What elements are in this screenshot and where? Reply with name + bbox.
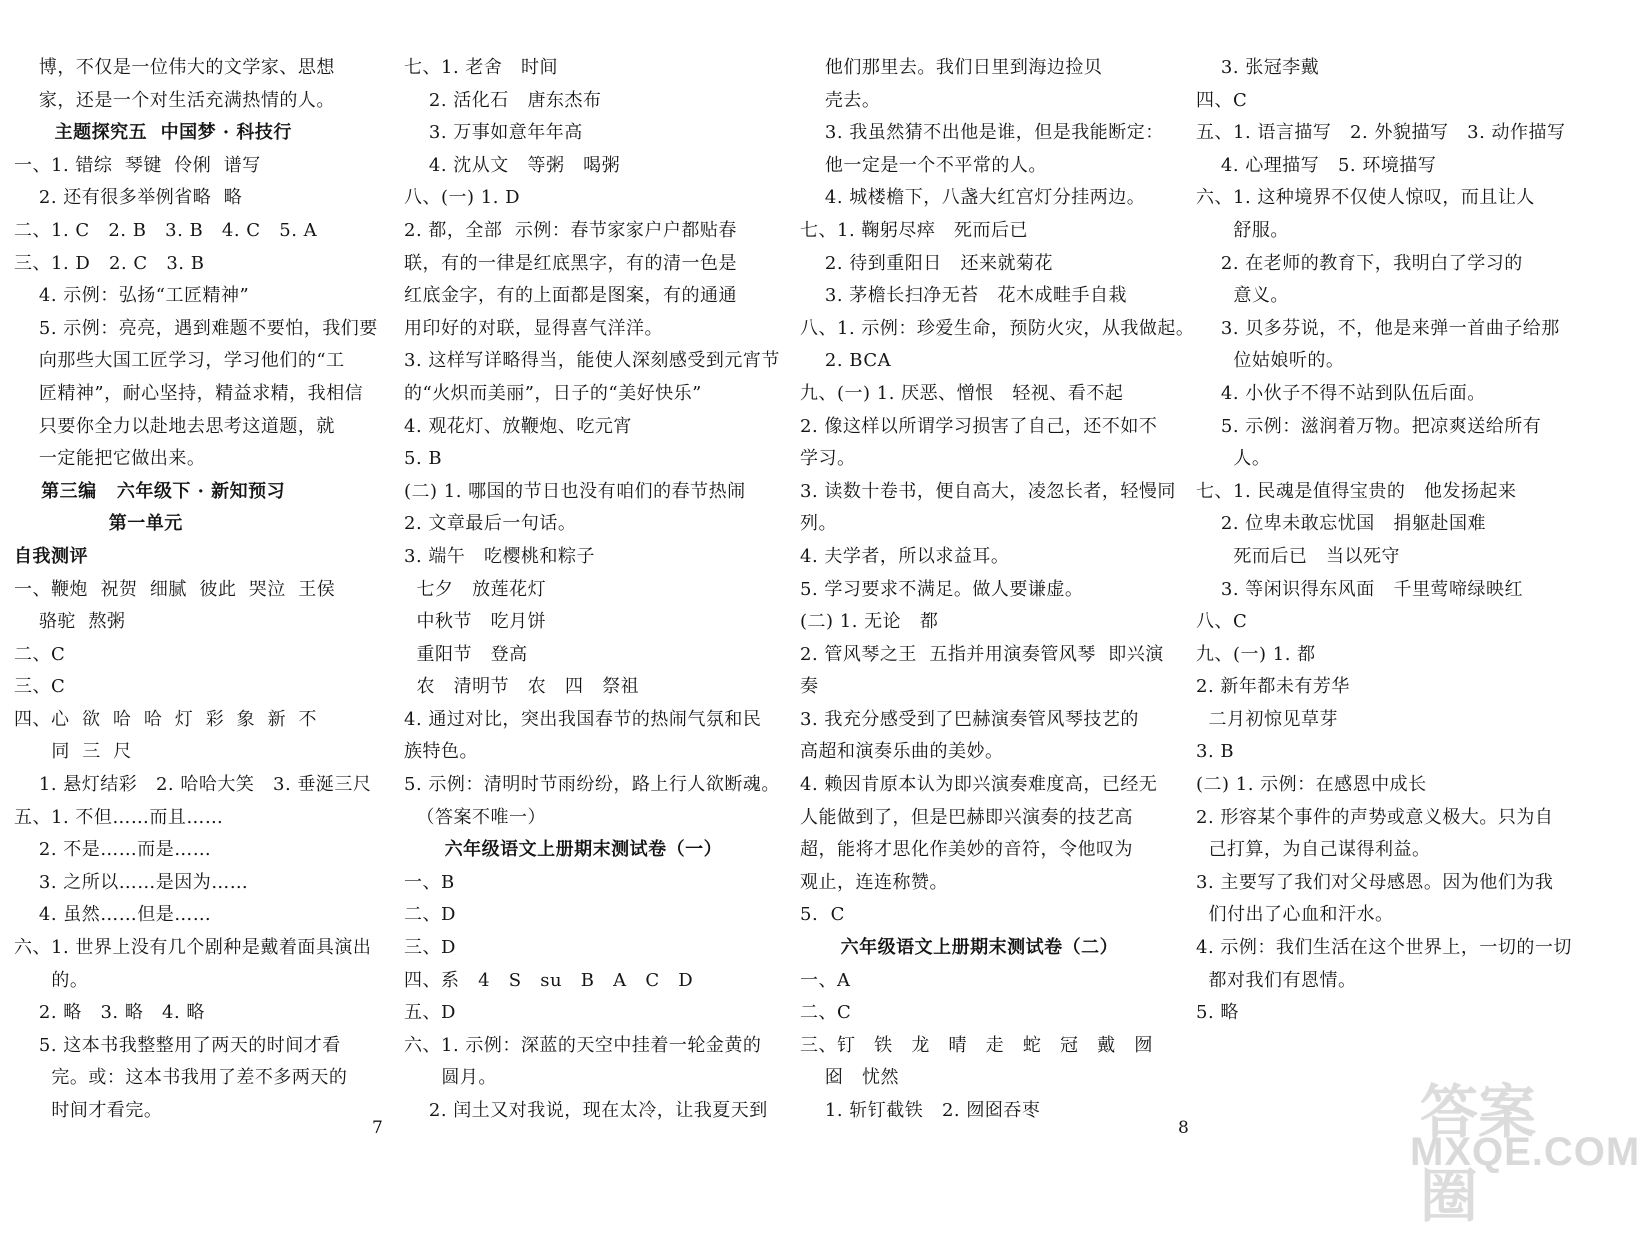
text-line: 九、(一) 1. 厌恶、憎恨 轻视、看不起 [800,382,1124,404]
text-line: 4. 通过对比，突出我国春节的热闹气氛和民 [404,708,762,730]
text-line: 4. 小伙子不得不站到队伍后面。 [1196,382,1486,404]
text-line: 2. 像这样以所谓学习损害了自己，还不如不 [800,415,1158,437]
text-line: 二、C [14,643,66,665]
text-line: 七、1. 老舍 时间 [404,57,559,78]
text-line: 族特色。 [404,741,478,763]
left-page [0,0,800,1184]
text-line: 2. 文章最后一句话。 [404,513,577,535]
text-line: 二、1. C 2. B 3. B 4. C 5. A [14,219,318,241]
text-line: 红底金字，有的上面都是图案，有的通通 [404,285,737,307]
text-line: 囵 忧然 [800,1067,900,1089]
text-line: 匠精神”，耐心坚持，精益求精，我相信 [14,382,364,404]
text-line: 2. BCA [800,350,892,372]
text-line: 五、1. 语言描写 2. 外貌描写 3. 动作描写 [1196,122,1566,144]
right-page [800,0,1600,1184]
text-line: 八、C [1196,611,1248,633]
text-line: 5. C [800,904,845,926]
text-line: 4. 示例：我们生活在这个世界上，一切的一切 [1196,937,1572,959]
text-line: 六、1. 这种境界不仅使人惊叹，而且让人 [1196,187,1535,209]
text-line: 3. 贝多芬说，不，他是来弹一首曲子给那 [1196,317,1560,339]
text-line: 人能做到了，但是巴赫即兴演奏的技艺高 [800,806,1133,828]
text-line: 5. 学习要求不满足。做人要谦虚。 [800,578,1084,600]
text-line: 2. 闰土又对我说，现在太冷，让我夏天到 [404,1100,768,1121]
text-line: 5. 这本书我整整用了两天的时间才看 [14,1034,341,1056]
text-line: 2. 在老师的教育下，我明白了学习的 [1196,252,1523,274]
text-line: 3. 端午 吃樱桃和粽子 [404,545,596,567]
text-line: 一、B [404,871,455,893]
text-line: 三、D [404,937,456,959]
text-line: 壳去。 [800,89,881,111]
text-line: 二月初惊见草芽 [1196,708,1338,730]
text-line: 六年级语文上册期末测试卷（二） [800,937,1119,959]
text-line: 四、心 欲 哈 哈 灯 彩 象 新 不 [14,708,318,730]
text-line: 五、1. 不但……而且…… [14,806,224,828]
text-line: 他一定是一个不平常的人。 [800,154,1047,176]
text-line: 1. 斩钉截铁 2. 囫囵吞枣 [800,1100,1041,1121]
text-line: 3. 这样写详略得当，能使人深刻感受到元宵节 [404,350,780,372]
text-line: 农 清明节 农 四 祭祖 [404,676,640,698]
watermark-site-text: MXQE.COM [1410,1130,1640,1174]
text-line: 3. 等闲识得东风面 千里莺啼绿映红 [1196,578,1523,600]
text-line: 一定能把它做出来。 [14,448,206,470]
text-line: 的“火炽而美丽”，日子的“美好快乐” [404,382,702,404]
text-line: 时间才看完。 [14,1100,163,1121]
text-line: 二、C [800,1002,852,1024]
text-line: 博，不仅是一位伟大的文学家、思想 [14,57,335,78]
text-line: (二) 1. 示例：在感恩中成长 [1196,774,1427,796]
text-line: 2. 管风琴之王 五指并用演奏管风琴 即兴演 [800,643,1164,665]
text-line: 骆驼 熬粥 [14,611,126,633]
right-column-2 [1196,52,1596,1030]
text-line: 3. 张冠李戴 [1196,57,1320,78]
text-line: 3. 之所以……是因为…… [14,871,249,893]
text-line: 只要你全力以赴地去思考这道题，就 [14,415,335,437]
text-line: 五、D [404,1002,456,1024]
text-line: 5. 示例：清明时节雨纷纷，路上行人欲断魂。 [404,774,780,796]
text-line: 3. 读数十卷书，便自高大，凌忽长者，轻慢同 [800,480,1176,502]
page-number-left: 7 [372,1118,383,1138]
text-line: 七、1. 鞠躬尽瘁 死而后已 [800,219,1029,241]
page-number-right: 8 [1178,1118,1189,1138]
text-line: 4. 城楼檐下，八盏大红宫灯分挂两边。 [800,187,1146,209]
text-line: 3. B [1196,741,1235,763]
text-line: 4. 观花灯、放鞭炮、吃元宵 [404,415,632,437]
text-line: 四、系 4 S su B A C D [404,969,694,991]
text-line: 七、1. 民魂是值得宝贵的 他发扬起来 [1196,480,1517,502]
text-line: 位姑娘听的。 [1196,350,1345,372]
text-line: 一、A [800,969,851,991]
text-line: 2. 还有很多举例省略 略 [14,187,243,209]
text-line: 5. B [404,448,443,470]
text-line: 的。 [14,969,89,991]
text-line: 超，能将才思化作美妙的音符，令他叹为 [800,839,1133,861]
text-line: 奏 [800,676,819,698]
text-line: 完。或：这本书我用了差不多两天的 [14,1067,348,1089]
text-line: 3. 茅檐长扫净无苔 花木成畦手自栽 [800,285,1127,307]
text-line: 六、1. 世界上没有几个剧种是戴着面具演出 [14,937,372,959]
text-line: 2. 位卑未敢忘忧国 捐躯赴国难 [1196,513,1486,535]
text-line: 5. 示例：亮亮，遇到难题不要怕，我们要 [14,317,378,339]
watermark-logo [1410,1065,1640,1230]
text-line: 2. 新年都未有芳华 [1196,676,1350,698]
text-line: 4. 虽然……但是…… [14,904,212,926]
text-line: 第一单元 [14,513,183,535]
text-line: 圆月。 [404,1067,497,1089]
text-line: 九、(一) 1. 都 [1196,643,1316,665]
left-column-1 [14,52,394,1128]
text-line: 一、鞭炮 祝贺 细腻 彼此 哭泣 王侯 [14,578,336,600]
text-line: 4. 赖因肯原本认为即兴演奏难度高，已经无 [800,774,1158,796]
text-line: 2. 待到重阳日 还来就菊花 [800,252,1053,274]
text-line: 列。 [800,513,837,535]
text-line: 八、1. 示例：珍爱生命，预防火灾，从我做起。 [800,317,1195,339]
text-line: (二) 1. 哪国的节日也没有咱们的春节热闹 [404,480,746,502]
text-line: 2. 形容某个事件的声势或意义极大。只为自 [1196,806,1554,828]
text-line: 三、钉 铁 龙 晴 走 蛇 冠 戴 囫 [800,1034,1153,1056]
text-line: 家，还是一个对生活充满热情的人。 [14,89,335,111]
text-line: 3. 我虽然猜不出他是谁，但是我能断定： [800,122,1164,144]
text-line: 2. 不是……而是…… [14,839,212,861]
text-line: 死而后已 当以死守 [1196,545,1400,567]
text-line: 意义。 [1196,285,1289,307]
text-line: 高超和演奏乐曲的美妙。 [800,741,1004,763]
text-line: 们付出了心血和汗水。 [1196,904,1394,926]
text-line: 4. 心理描写 5. 环境描写 [1196,154,1437,176]
text-line: 4. 夫学者，所以求益耳。 [800,545,1010,567]
text-line: 己打算，为自己谋得利益。 [1196,839,1431,861]
text-line: 七夕 放莲花灯 [404,578,547,600]
text-line: 向那些大国工匠学习，学习他们的“工 [14,350,345,372]
text-line: 自我测评 [14,545,88,567]
watermark-logo-text: 答案圈 [1420,1078,1537,1230]
text-line: 3. 主要写了我们对父母感恩。因为他们为我 [1196,871,1554,893]
text-line: 六年级语文上册期末测试卷（一） [404,839,723,861]
text-line: 人。 [1196,448,1271,470]
text-line: 4. 示例：弘扬“工匠精神” [14,285,250,307]
text-line: 重阳节 登高 [404,643,528,665]
text-line: 观止，连连称赞。 [800,871,948,893]
text-line: 一、1. 错综 琴键 伶俐 谱写 [14,154,261,176]
text-line: 用印好的对联，显得喜气洋洋。 [404,317,663,339]
text-line: 第三编 六年级下 · 新知预习 [14,480,286,502]
text-line: 中秋节 吃月饼 [404,611,547,633]
text-line: 他们那里去。我们日里到海边捡贝 [800,57,1103,78]
text-line: 主题探究五 中国梦 · 科技行 [14,122,292,144]
text-line: 2. 活化石 唐东杰布 [404,89,602,111]
text-line: 二、D [404,904,456,926]
text-line: 学习。 [800,448,856,470]
text-line: 3. 我充分感受到了巴赫演奏管风琴技艺的 [800,708,1139,730]
text-line: 八、(一) 1. D [404,187,521,209]
text-line: (二) 1. 无论 都 [800,611,939,633]
text-line: 四、C [1196,89,1248,111]
text-line: 5. 略 [1196,1002,1239,1024]
text-line: 三、1. D 2. C 3. B [14,252,205,274]
text-line: 同 三 尺 [14,741,132,763]
left-column-2 [404,52,794,1128]
text-line: 2. 都，全部 示例：春节家家户户都贴春 [404,219,737,241]
text-line: 联，有的一律是红底黑字，有的清一色是 [404,252,737,274]
text-line: 3. 万事如意年年高 [404,122,583,144]
text-line: 三、C [14,676,66,698]
text-line: （答案不唯一） [404,806,546,828]
text-line: 都对我们有恩情。 [1196,969,1357,991]
text-line: 4. 沈从文 等粥 喝粥 [404,154,621,176]
text-line: 舒服。 [1196,219,1289,241]
text-line: 六、1. 示例：深蓝的天空中挂着一轮金黄的 [404,1034,762,1056]
text-line: 2. 略 3. 略 4. 略 [14,1002,205,1024]
right-column-1 [800,52,1195,1128]
text-line: 5. 示例：滋润着万物。把凉爽送给所有 [1196,415,1542,437]
text-line: 1. 悬灯结彩 2. 哈哈大笑 3. 垂涎三尺 [14,774,372,796]
